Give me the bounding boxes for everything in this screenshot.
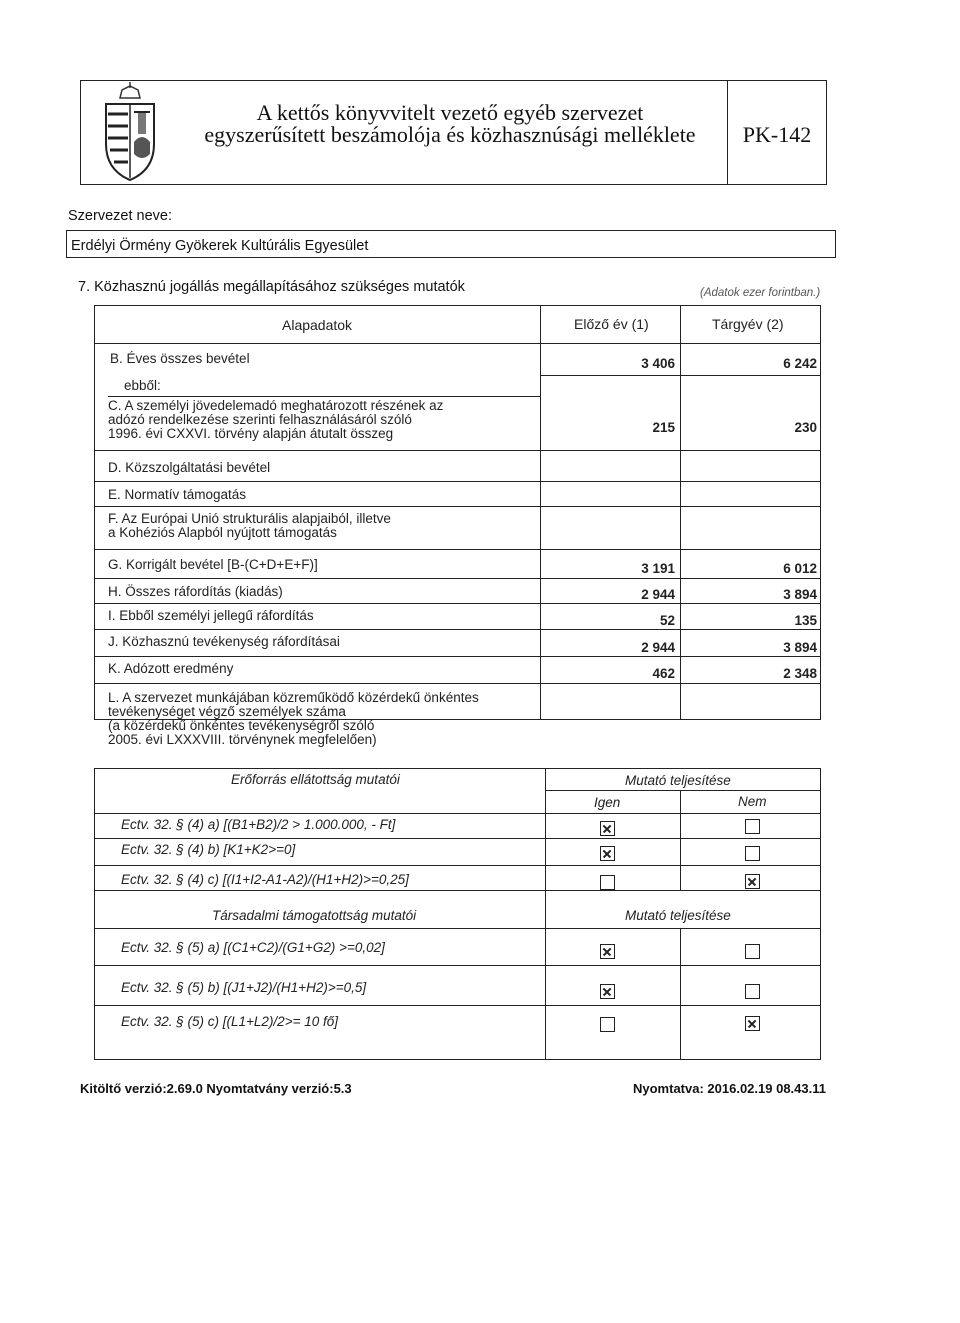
yes-header: Igen [594,795,621,810]
row-e-label: E. Normatív támogatás [108,487,247,502]
row-j-prev: 2 944 [641,640,675,655]
row-i-prev: 52 [659,613,675,628]
resource-a-yes-checkbox[interactable] [600,821,615,836]
row-j-curr: 3 894 [783,640,817,655]
row-c-label-line2: adózó rendelkezése szerinti felhasználásáról szóló [108,412,412,427]
social-a-no-checkbox[interactable] [745,944,760,959]
column-header-prev: Előző év (1) [574,316,649,332]
row-b-prev: 3 406 [641,356,675,371]
resource-a-no-checkbox[interactable] [745,819,760,834]
resource-indicators-title: Erőforrás ellátottság mutatói [231,772,400,787]
resource-b-yes-checkbox[interactable] [600,846,615,861]
row-j-label: J. Közhasznú tevékenység ráfordításai [108,634,340,649]
social-indicator-a-label: Ectv. 32. § (5) a) [(C1+C2)/(G1+G2) >=0,02] [121,940,385,955]
form-code: PK-142 [742,122,812,147]
row-l-label-line3: (a közérdekű önkéntes tevékenységről szóló [108,718,375,733]
row-i-label: I. Ebből személyi jellegű ráfordítás [108,608,314,623]
row-h-prev: 2 944 [641,587,675,602]
social-b-yes-checkbox[interactable] [600,984,615,999]
resource-c-no-checkbox[interactable] [745,874,760,889]
row-b-label: B. Éves összes bevétel [110,351,250,366]
row-c-label-line3: 1996. évi CXXVI. törvény alapján átutalt összeg [108,426,394,441]
organization-name: Erdélyi Örmény Gyökerek Kultúrális Egyesület [71,238,369,254]
footer-printed: Nyomtatva: 2016.02.19 08.43.11 [633,1081,826,1096]
social-indicator-b-label: Ectv. 32. § (5) b) [(J1+J2)/(H1+H2)>=0,5] [121,980,367,995]
row-of-which-label: ebből: [124,378,161,393]
row-l-label-line4: 2005. évi LXXXVIII. törvénynek megfelelően) [108,732,377,747]
row-l-label-line1: L. A szervezet munkájában közreműködő közérdekű önkéntes [108,690,479,705]
social-b-no-checkbox[interactable] [745,984,760,999]
section-title: 7. Közhasznú jogállás megállapításához szükséges mutatók [78,279,465,295]
row-h-label: H. Összes ráfordítás (kiadás) [108,584,283,599]
row-c-prev: 215 [652,420,675,435]
row-k-prev: 462 [652,666,675,681]
resource-c-yes-checkbox[interactable] [600,875,615,890]
resource-indicator-b-label: Ectv. 32. § (4) b) [K1+K2>=0] [121,842,296,857]
row-c-label-line1: C. A személyi jövedelemadó meghatározott részének az [108,398,444,413]
row-l-label-line2: tevékenységet végző személyek száma [108,704,346,719]
resource-fulfilment-title: Mutató teljesítése [625,773,731,788]
form-title-line2: egyszerűsített beszámolója és közhasznúsági melléklete [204,122,696,147]
column-header-curr: Tárgyév (2) [712,316,784,332]
footer-version: Kitöltő verzió:2.69.0 Nyomtatvány verzió:5.3 [80,1081,352,1096]
no-header: Nem [738,794,767,809]
social-a-yes-checkbox[interactable] [600,944,615,959]
social-fulfilment-title: Mutató teljesítése [625,908,731,923]
social-indicator-c-label: Ectv. 32. § (5) c) [(L1+L2)/2>= 10 fő] [121,1014,338,1029]
form-title-line1: A kettős könyvvitelt vezető egyéb szervezet [256,100,644,125]
row-c-curr: 230 [794,420,817,435]
row-f-label-line2: a Kohéziós Alapból nyújtott támogatás [108,525,337,540]
row-f-label-line1: F. Az Európai Unió strukturális alapjaiból, illetve [108,511,391,526]
row-g-curr: 6 012 [783,561,817,576]
column-header-base: Alapadatok [282,317,353,333]
resource-indicator-c-label: Ectv. 32. § (4) c) [(I1+I2-A1-A2)/(H1+H2)>=0,25] [121,872,409,887]
row-g-prev: 3 191 [641,561,675,576]
row-k-curr: 2 348 [783,666,817,681]
row-k-label: K. Adózott eredmény [108,661,234,676]
row-b-curr: 6 242 [783,356,817,371]
row-d-label: D. Közszolgáltatási bevétel [108,460,271,475]
amount-unit-note: (Adatok ezer forintban.) [700,287,821,299]
row-i-curr: 135 [794,613,817,628]
social-indicators-title: Társadalmi támogatottság mutatói [212,908,417,923]
row-g-label: G. Korrigált bevétel [B-(C+D+E+F)] [108,557,318,572]
row-h-curr: 3 894 [783,587,817,602]
organization-label: Szervezet neve: [68,208,172,224]
resource-indicator-a-label: Ectv. 32. § (4) a) [(B1+B2)/2 > 1.000.000, - Ft] [121,817,396,832]
social-c-yes-checkbox[interactable] [600,1017,615,1032]
resource-b-no-checkbox[interactable] [745,846,760,861]
social-c-no-checkbox[interactable] [745,1016,760,1031]
coat-of-arms-icon [98,82,162,182]
